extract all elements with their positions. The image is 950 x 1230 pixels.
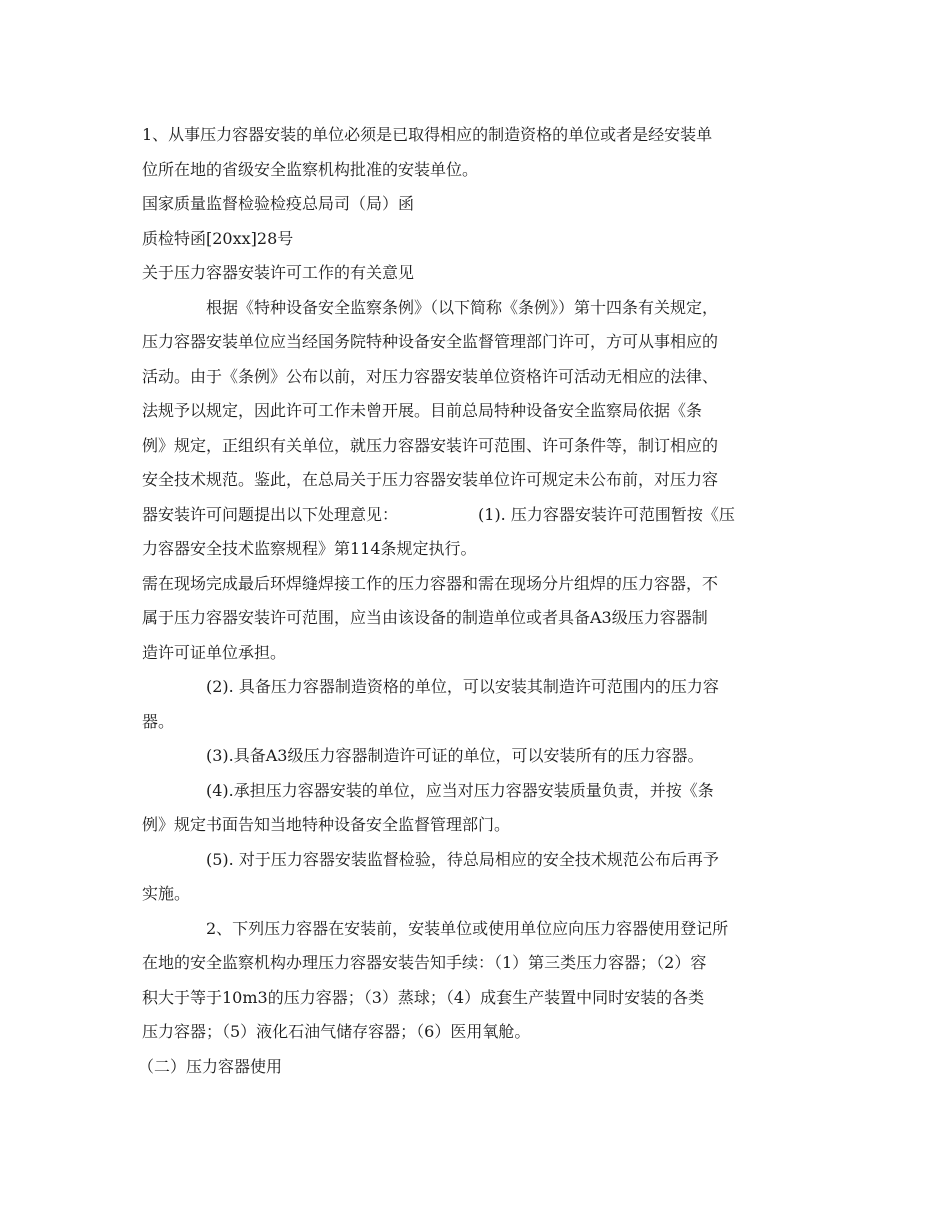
list-item-4: (4).承担压力容器安装的单位，应当对压力容器安装质量负责，并按《条 — [206, 780, 714, 800]
letter-issuer-line: 国家质量监督检验检疫总局司（局）函 — [142, 194, 415, 213]
paragraph-line-text: 器安装许可问题提出以下处理意见： — [142, 504, 399, 524]
paragraph-line: 法规予以规定，因此许可工作未曾开展。目前总局特种设备安全监察局依据《条 — [142, 401, 703, 420]
paragraph-line — [142, 498, 822, 533]
paragraph-line: 在地的安全监察机构办理压力容器安装告知手续：（1）第三类压力容器；（2）容 — [142, 953, 707, 972]
list-item-1-text: (1). 压力容器安装许可范围暂按《压 — [478, 504, 735, 524]
paragraph-line: 位所在地的省级安全监察机构批准的安装单位。 — [142, 159, 479, 179]
paragraph-line: 1、从事压力容器安装的单位必须是已取得相应的制造资格的单位或者是经安装单 — [142, 125, 713, 144]
paragraph-line: 例》规定书面告知当地特种设备安全监督管理部门。 — [142, 815, 511, 834]
paragraph-line: 器。 — [142, 711, 175, 731]
paragraph-line: 需在现场完成最后环焊缝焊接工作的压力容器和需在现场分片组焊的压力容器，不 — [142, 573, 719, 593]
list-item-2: (2). 具备压力容器制造资格的单位，可以安装其制造许可范围内的压力容 — [206, 677, 719, 696]
paragraph-line: 造许可证单位承担。 — [142, 642, 287, 662]
paragraph-line: 实施。 — [142, 884, 191, 903]
letter-number-line: 质检特函[20xx]28号 — [142, 228, 294, 248]
document-body — [138, 118, 822, 1084]
paragraph-line: 安全技术规范。鉴此，在总局关于压力容器安装单位许可规定未公布前，对压力容 — [142, 470, 719, 489]
paragraph-line: 例》规定，正组织有关单位，就压力容器安装许可范围、许可条件等，制订相应的 — [142, 435, 719, 455]
list-item-5: (5). 对于压力容器安装监督检验，待总局相应的安全技术规范公布后再予 — [206, 849, 719, 869]
paragraph-line: 压力容器；（5）液化石油气储存容器；（6）医用氧舱。 — [142, 1022, 531, 1041]
paragraph-line: 积大于等于10m3的压力容器；（3）蒸球；（4）成套生产装置中同时安装的各类 — [142, 987, 705, 1007]
list-item-3: (3).具备A3级压力容器制造许可证的单位，可以安装所有的压力容器。 — [206, 746, 704, 765]
paragraph-line: 2、下列压力容器在安装前，安装单位或使用单位应向压力容器使用登记所 — [206, 918, 729, 938]
paragraph-line: 活动。由于《条例》公布以前，对压力容器安装单位资格许可活动无相应的法律、 — [142, 366, 719, 386]
paragraph-line: 压力容器安装单位应当经国务院特种设备安全监督管理部门许可，方可从事相应的 — [142, 332, 719, 351]
section-heading: （二）压力容器使用 — [138, 1056, 283, 1076]
letter-title-line: 关于压力容器安装许可工作的有关意见 — [142, 263, 415, 282]
paragraph-line: 力容器安全技术监察规程》第114条规定执行。 — [142, 539, 477, 558]
paragraph-line: 属于压力容器安装许可范围，应当由该设备的制造单位或者具备A3级压力容器制 — [142, 608, 708, 627]
paragraph-line: 根据《特种设备安全监察条例》（以下简称《条例》）第十四条有关规定， — [206, 297, 719, 317]
